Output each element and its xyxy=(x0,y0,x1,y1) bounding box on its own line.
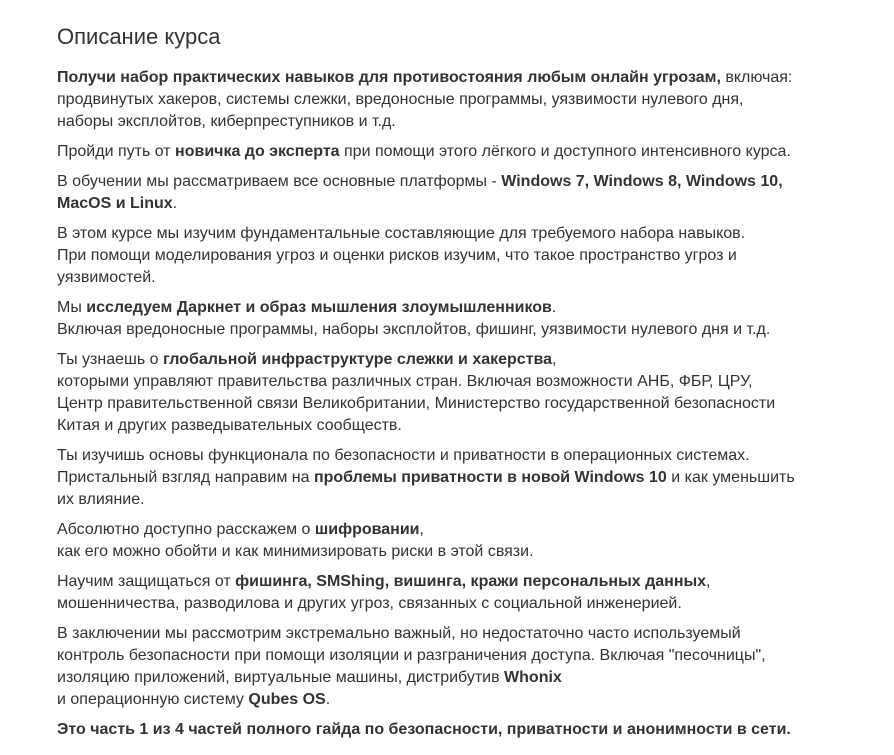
text-segment: наборы эксплойтов, киберпреступников и т.д. xyxy=(57,113,396,130)
paragraph xyxy=(57,141,837,163)
text-segment: их влияние. xyxy=(57,491,145,508)
text-segment-bold: Qubes OS xyxy=(248,691,326,708)
text-segment: включая: xyxy=(720,69,793,86)
text-segment: при помощи этого лёгкого и доступного интенсивного курса. xyxy=(339,143,791,160)
text-segment: и как уменьшить xyxy=(666,469,795,486)
paragraph xyxy=(57,223,837,289)
text-segment: продвинутых хакеров, системы слежки, вредоносные программы, уязвимости нулевого дня, xyxy=(57,91,744,108)
text-segment: Пройди путь от xyxy=(57,143,176,160)
text-segment-bold: Это часть 1 из 4 частей полного гайда по безопасности, приватности и анонимности в сети. xyxy=(57,721,791,738)
text-segment: . xyxy=(551,299,557,316)
text-segment: В обучении мы рассматриваем все основные платформы - xyxy=(57,173,502,190)
text-segment: Китая и других разведывательных сообществ. xyxy=(57,417,402,434)
text-segment-bold: Windows 7, Windows 8, Windows 10, xyxy=(501,173,783,190)
text-segment: В заключении мы рассмотрим экстремально важный, но недостаточно часто используемый xyxy=(57,625,741,642)
text-segment-bold: Whonix xyxy=(504,669,562,686)
text-segment-bold: новичка до эксперта xyxy=(175,143,340,160)
text-segment: Научим защищаться от xyxy=(57,573,236,590)
paragraph xyxy=(57,719,837,741)
text-segment: изоляцию приложений, виртуальные машины, дистрибутив xyxy=(57,669,505,686)
text-segment: как его можно обойти и как минимизировать риски в этой связи. xyxy=(57,543,534,560)
paragraph xyxy=(57,349,837,437)
text-segment-bold: шифровании xyxy=(314,521,420,538)
course-description-body xyxy=(57,67,837,741)
text-segment: которыми управляют правительства различных стран. Включая возможности АНБ, ФБР, ЦРУ, xyxy=(57,373,753,390)
text-segment: Пристальный взгляд направим на xyxy=(57,469,314,486)
text-segment: Включая вредоносные программы, наборы эксплойтов, фишинг, уязвимости нулевого дня и т.д. xyxy=(57,321,771,338)
text-segment: мошенничества, разводилова и других угроз, связанных с социальной инженерией. xyxy=(57,595,682,612)
text-segment: Ты изучишь основы функционала по безопасности и приватности в операционных системах. xyxy=(57,447,750,464)
text-segment: Мы xyxy=(57,299,87,316)
text-segment: Центр правительственной связи Великобритании, Министерство государственной безопасности xyxy=(57,395,776,412)
paragraph xyxy=(57,519,837,563)
text-segment-bold: MacOS и Linux xyxy=(57,195,173,212)
text-segment-bold: Получи набор практических навыков для противостояния любым онлайн угрозам, xyxy=(57,69,721,86)
text-segment: Ты узнаешь о xyxy=(57,351,163,368)
text-segment: уязвимостей. xyxy=(57,269,156,286)
text-segment-bold: исследуем Даркнет и образ мышления злоумышленников xyxy=(86,299,552,316)
text-segment: При помощи моделирования угроз и оценки рисков изучим, что такое пространство угроз и xyxy=(57,247,737,264)
text-segment: Абсолютно доступно расскажем о xyxy=(57,521,315,538)
text-segment: , xyxy=(552,351,557,368)
text-segment: , xyxy=(419,521,424,538)
paragraph xyxy=(57,445,837,511)
text-segment-bold: глобальной инфраструктуре слежки и хакерства xyxy=(162,351,553,368)
text-segment: контроль безопасности при помощи изоляции и разграничения доступа. Включая "песочницы", xyxy=(57,647,766,664)
text-segment: , xyxy=(706,573,711,590)
page-title: Описание курса xyxy=(57,24,221,49)
text-segment: и операционную систему xyxy=(57,691,249,708)
text-segment: В этом курсе мы изучим фундаментальные составляющие для требуемого набора навыков. xyxy=(57,225,746,242)
text-segment: . xyxy=(325,691,331,708)
paragraph xyxy=(57,623,837,711)
paragraph xyxy=(57,67,837,133)
text-segment-bold: проблемы приватности в новой Windows 10 xyxy=(313,469,667,486)
paragraph xyxy=(57,297,837,341)
paragraph xyxy=(57,171,837,215)
paragraph xyxy=(57,571,837,615)
text-segment-bold: фишинга, SMShing, вишинга, кражи персональных данных xyxy=(235,573,707,590)
text-segment: . xyxy=(172,195,178,212)
